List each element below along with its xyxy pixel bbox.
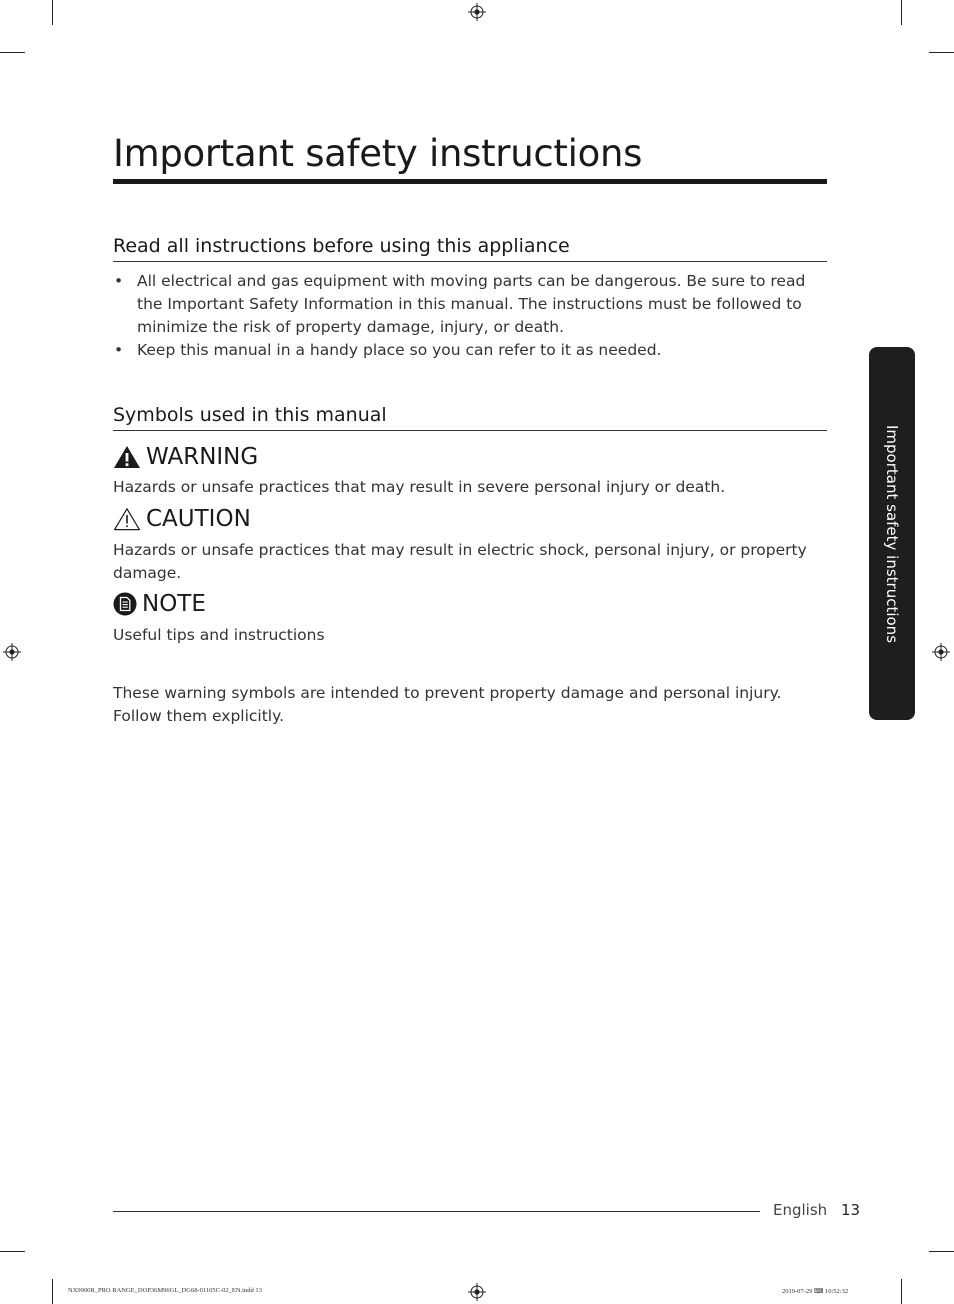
list-item: [113, 339, 827, 362]
crop-mark: [52, 1279, 53, 1304]
side-section-tab: [869, 347, 915, 720]
warning-filled-triangle-icon: [113, 445, 141, 469]
warning-description: Hazards or unsafe practices that may result in severe personal injury or death.: [113, 478, 726, 496]
crop-mark: [901, 0, 902, 25]
instruction-bullet-list: [113, 270, 827, 362]
page-number: 13: [841, 1201, 861, 1219]
footer-rule: [113, 1211, 760, 1212]
bullet-text: All electrical and gas equipment with moving parts can be dangerous. Be sure to read the Important Safety Information in this manual. The instructions must be followed to minimize the risk of property damage, injury, or death.: [137, 272, 806, 336]
section-heading-symbols: Symbols used in this manual: [113, 404, 827, 431]
caution-outline-triangle-icon: [113, 507, 141, 531]
note-heading: [113, 591, 206, 617]
crop-mark: [0, 52, 25, 53]
registration-mark-icon: [3, 643, 21, 661]
crop-mark: [52, 0, 53, 25]
note-label: NOTE: [142, 591, 206, 617]
caution-heading: [113, 506, 251, 532]
closing-paragraph: These warning symbols are intended to prevent property damage and personal injury. Follow them explicitly.: [113, 684, 782, 725]
warning-heading: [113, 444, 258, 470]
title-underline: [113, 179, 827, 184]
print-slug-file-info: NX9900R_PRO RANGE_DOP36M96GL_DG68-01105C-02_EN.indd 13: [68, 1287, 262, 1294]
bullet-marker: •: [114, 341, 124, 359]
registration-mark-icon: [468, 1283, 486, 1301]
page-title: Important safety instructions: [113, 132, 643, 175]
footer-language: English: [773, 1201, 828, 1219]
bullet-text: Keep this manual in a handy place so you can refer to it as needed.: [137, 341, 662, 359]
registration-mark-icon: [932, 643, 950, 661]
list-item: [113, 270, 827, 339]
caution-description: Hazards or unsafe practices that may result in electric shock, personal injury, or property damage.: [113, 541, 807, 582]
registration-mark-icon: [468, 3, 486, 21]
crop-mark: [929, 52, 954, 53]
note-description: Useful tips and instructions: [113, 626, 325, 644]
side-tab-label: Important safety instructions: [883, 424, 901, 643]
crop-mark: [0, 1251, 25, 1252]
caution-label: CAUTION: [146, 506, 251, 532]
bullet-marker: •: [114, 272, 124, 290]
warning-label: WARNING: [146, 444, 259, 470]
crop-mark: [901, 1279, 902, 1304]
print-slug-timestamp: 2019-07-29 ⌨ 10:52:32: [782, 1288, 849, 1295]
section-heading-read-instructions: Read all instructions before using this appliance: [113, 235, 827, 262]
crop-mark: [929, 1251, 954, 1252]
note-document-icon: [113, 592, 137, 616]
